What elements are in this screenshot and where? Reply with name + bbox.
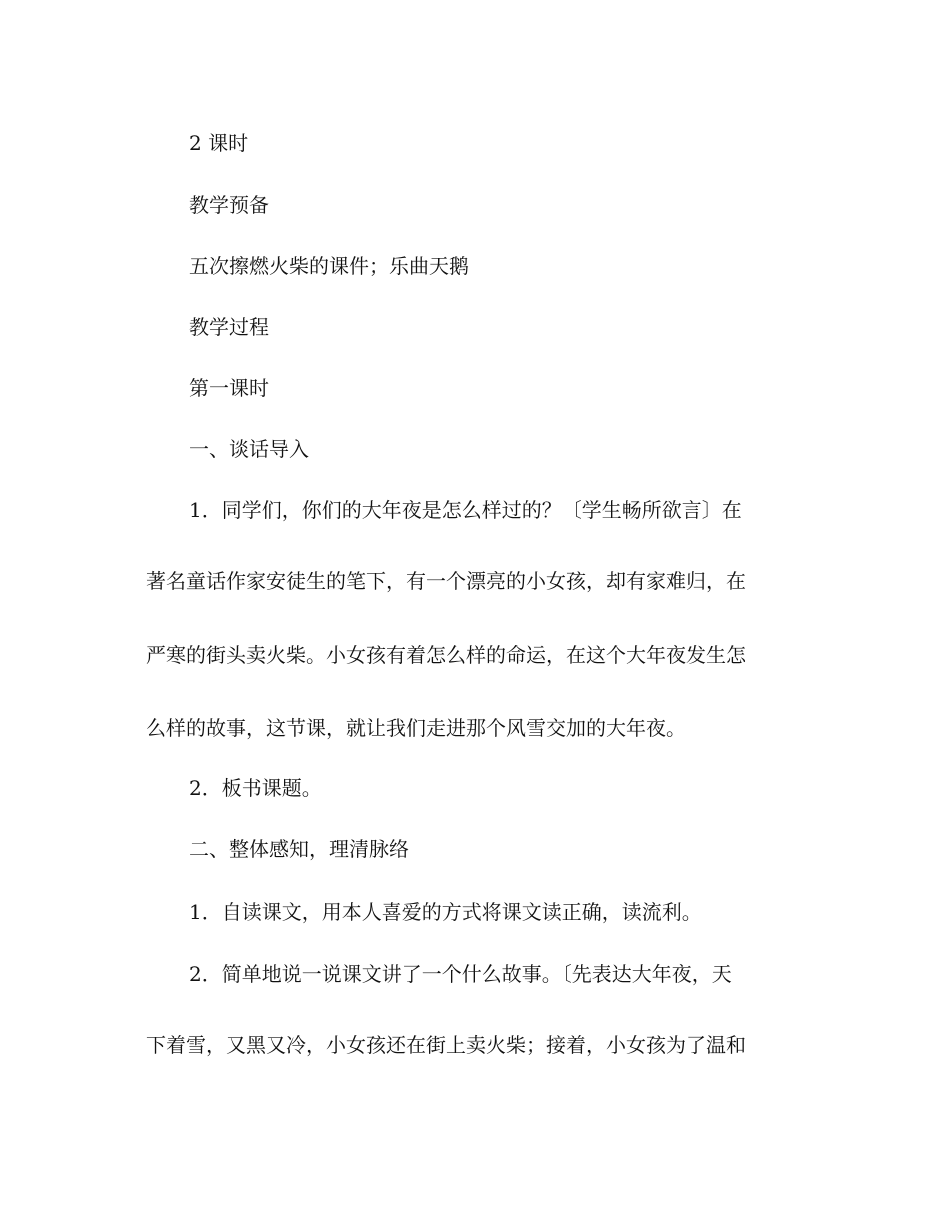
paragraph-line: 严寒的街头卖火柴。小女孩有着怎么样的命运，在这个大年夜发生怎 [146, 643, 746, 667]
teaching-preparation-content: 五次擦燃火柴的课件；乐曲天鹅 [189, 254, 469, 278]
teaching-process-heading: 教学过程 [189, 315, 269, 339]
teaching-preparation-heading: 教学预备 [189, 193, 269, 217]
paragraph-line: 著名童话作家安徒生的笔下，有一个漂亮的小女孩，却有家难归，在 [146, 569, 746, 593]
paragraph-line: 1．同学们，你们的大年夜是怎么样过的？〔学生畅所欲言〕在 [189, 498, 742, 522]
section-one-heading: 一、谈话导入 [189, 437, 309, 461]
paragraph-line: 2．板书课题。 [189, 776, 322, 800]
paragraph-line: 下着雪，又黑又冷，小女孩还在街上卖火柴；接着，小女孩为了温和 [146, 1033, 746, 1057]
section-two-heading: 二、整体感知，理清脉络 [189, 837, 409, 861]
paragraph-line: 2．简单地说一说课文讲了一个什么故事。〔先表达大年夜，天 [189, 962, 732, 986]
first-lesson-heading: 第一课时 [189, 376, 269, 400]
paragraph-line: 么样的故事，这节课，就让我们走进那个风雪交加的大年夜。 [146, 716, 686, 740]
lesson-duration: 2 课时 [189, 131, 249, 155]
paragraph-line: 1．自读课文，用本人喜爱的方式将课文读正确，读流利。 [189, 900, 702, 924]
